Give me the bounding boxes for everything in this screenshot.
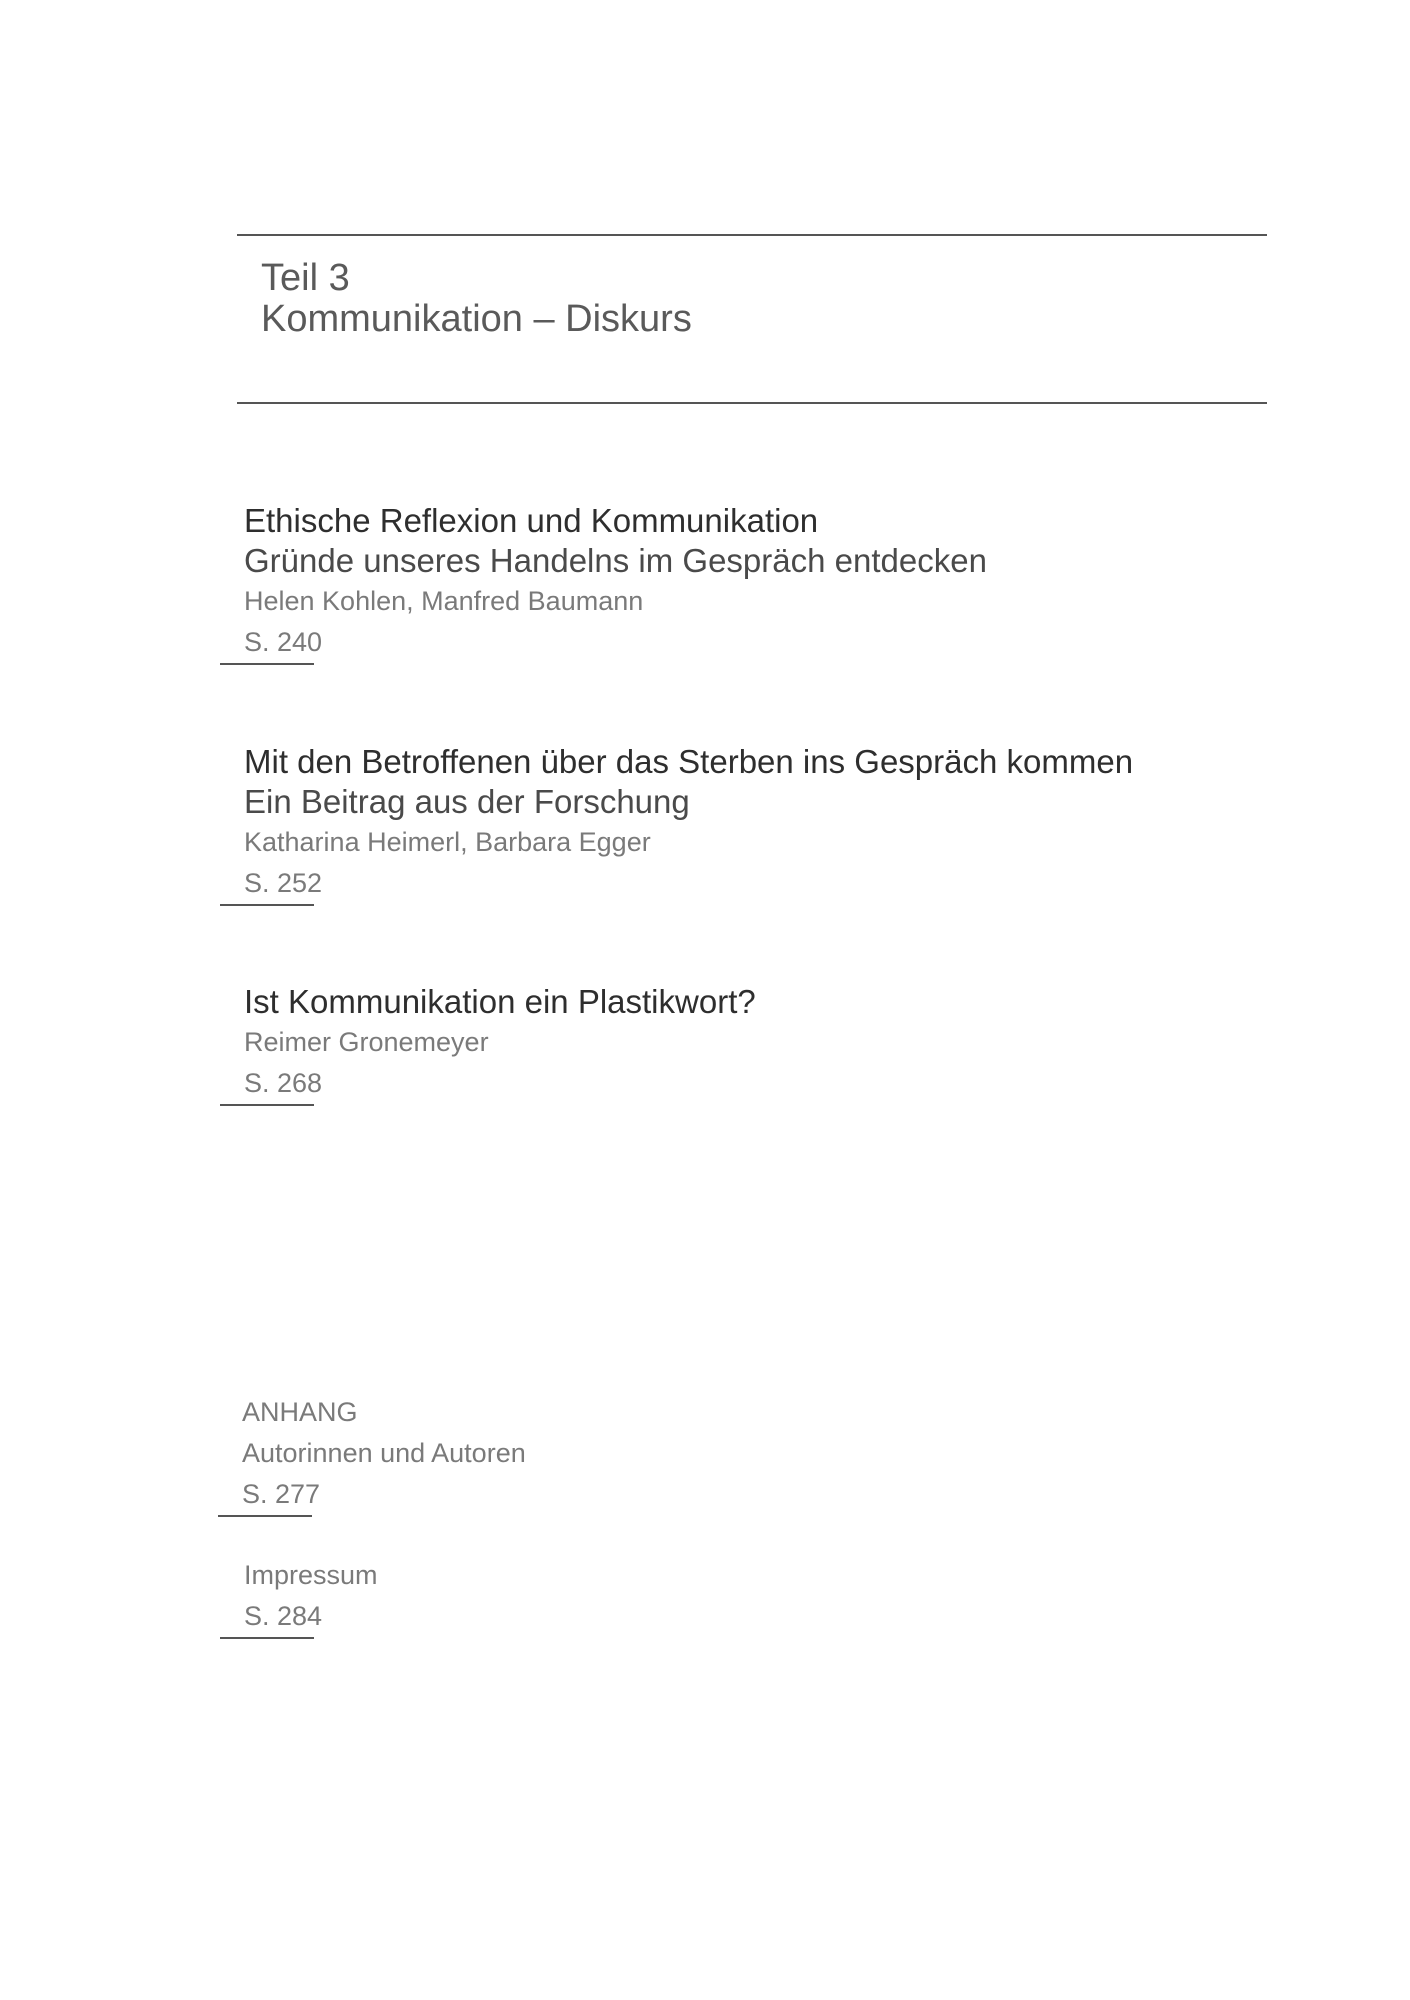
page-underline xyxy=(218,1515,312,1517)
entry-title: Impressum xyxy=(244,1560,378,1590)
appendix-heading: ANHANG xyxy=(242,1397,358,1427)
page-underline xyxy=(220,1637,314,1639)
entry-page-number: S. 277 xyxy=(242,1474,362,1514)
toc-entry-anhang-autoren[interactable] xyxy=(242,1392,526,1514)
toc-entry-plastikwort[interactable] xyxy=(244,982,756,1103)
entry-subtitle: Gründe unseres Handelns im Gespräch entdecken xyxy=(244,542,987,579)
entry-title: Ethische Reflexion und Kommunikation xyxy=(244,502,819,539)
page-underline xyxy=(220,663,314,665)
entry-title: Ist Kommunikation ein Plastikwort? xyxy=(244,983,756,1020)
entry-subtitle: Ein Beitrag aus der Forschung xyxy=(244,783,690,820)
toc-entry-impressum[interactable] xyxy=(244,1555,378,1636)
entry-title: Autorinnen und Autoren xyxy=(242,1438,526,1468)
toc-entry-betroffenen[interactable] xyxy=(244,742,1133,903)
entry-page-number: S. 284 xyxy=(244,1596,364,1636)
top-rule xyxy=(237,234,1267,236)
entry-page-number: S. 252 xyxy=(244,863,364,903)
entry-title: Mit den Betroffenen über das Sterben ins Gespräch kommen xyxy=(244,743,1134,780)
entry-page-number: S. 240 xyxy=(244,622,364,662)
entry-authors: Reimer Gronemeyer xyxy=(244,1027,489,1057)
entry-authors: Katharina Heimerl, Barbara Egger xyxy=(244,827,651,857)
entry-page-number: S. 268 xyxy=(244,1063,364,1103)
page-underline xyxy=(220,904,314,906)
entry-authors: Helen Kohlen, Manfred Baumann xyxy=(244,586,644,616)
toc-entry-ethische-reflexion[interactable] xyxy=(244,501,987,662)
bottom-rule xyxy=(237,402,1267,404)
page-underline xyxy=(220,1104,314,1106)
part-heading xyxy=(261,258,692,340)
part-title: Kommunikation – Diskurs xyxy=(261,298,692,340)
part-number: Teil 3 xyxy=(261,257,350,299)
